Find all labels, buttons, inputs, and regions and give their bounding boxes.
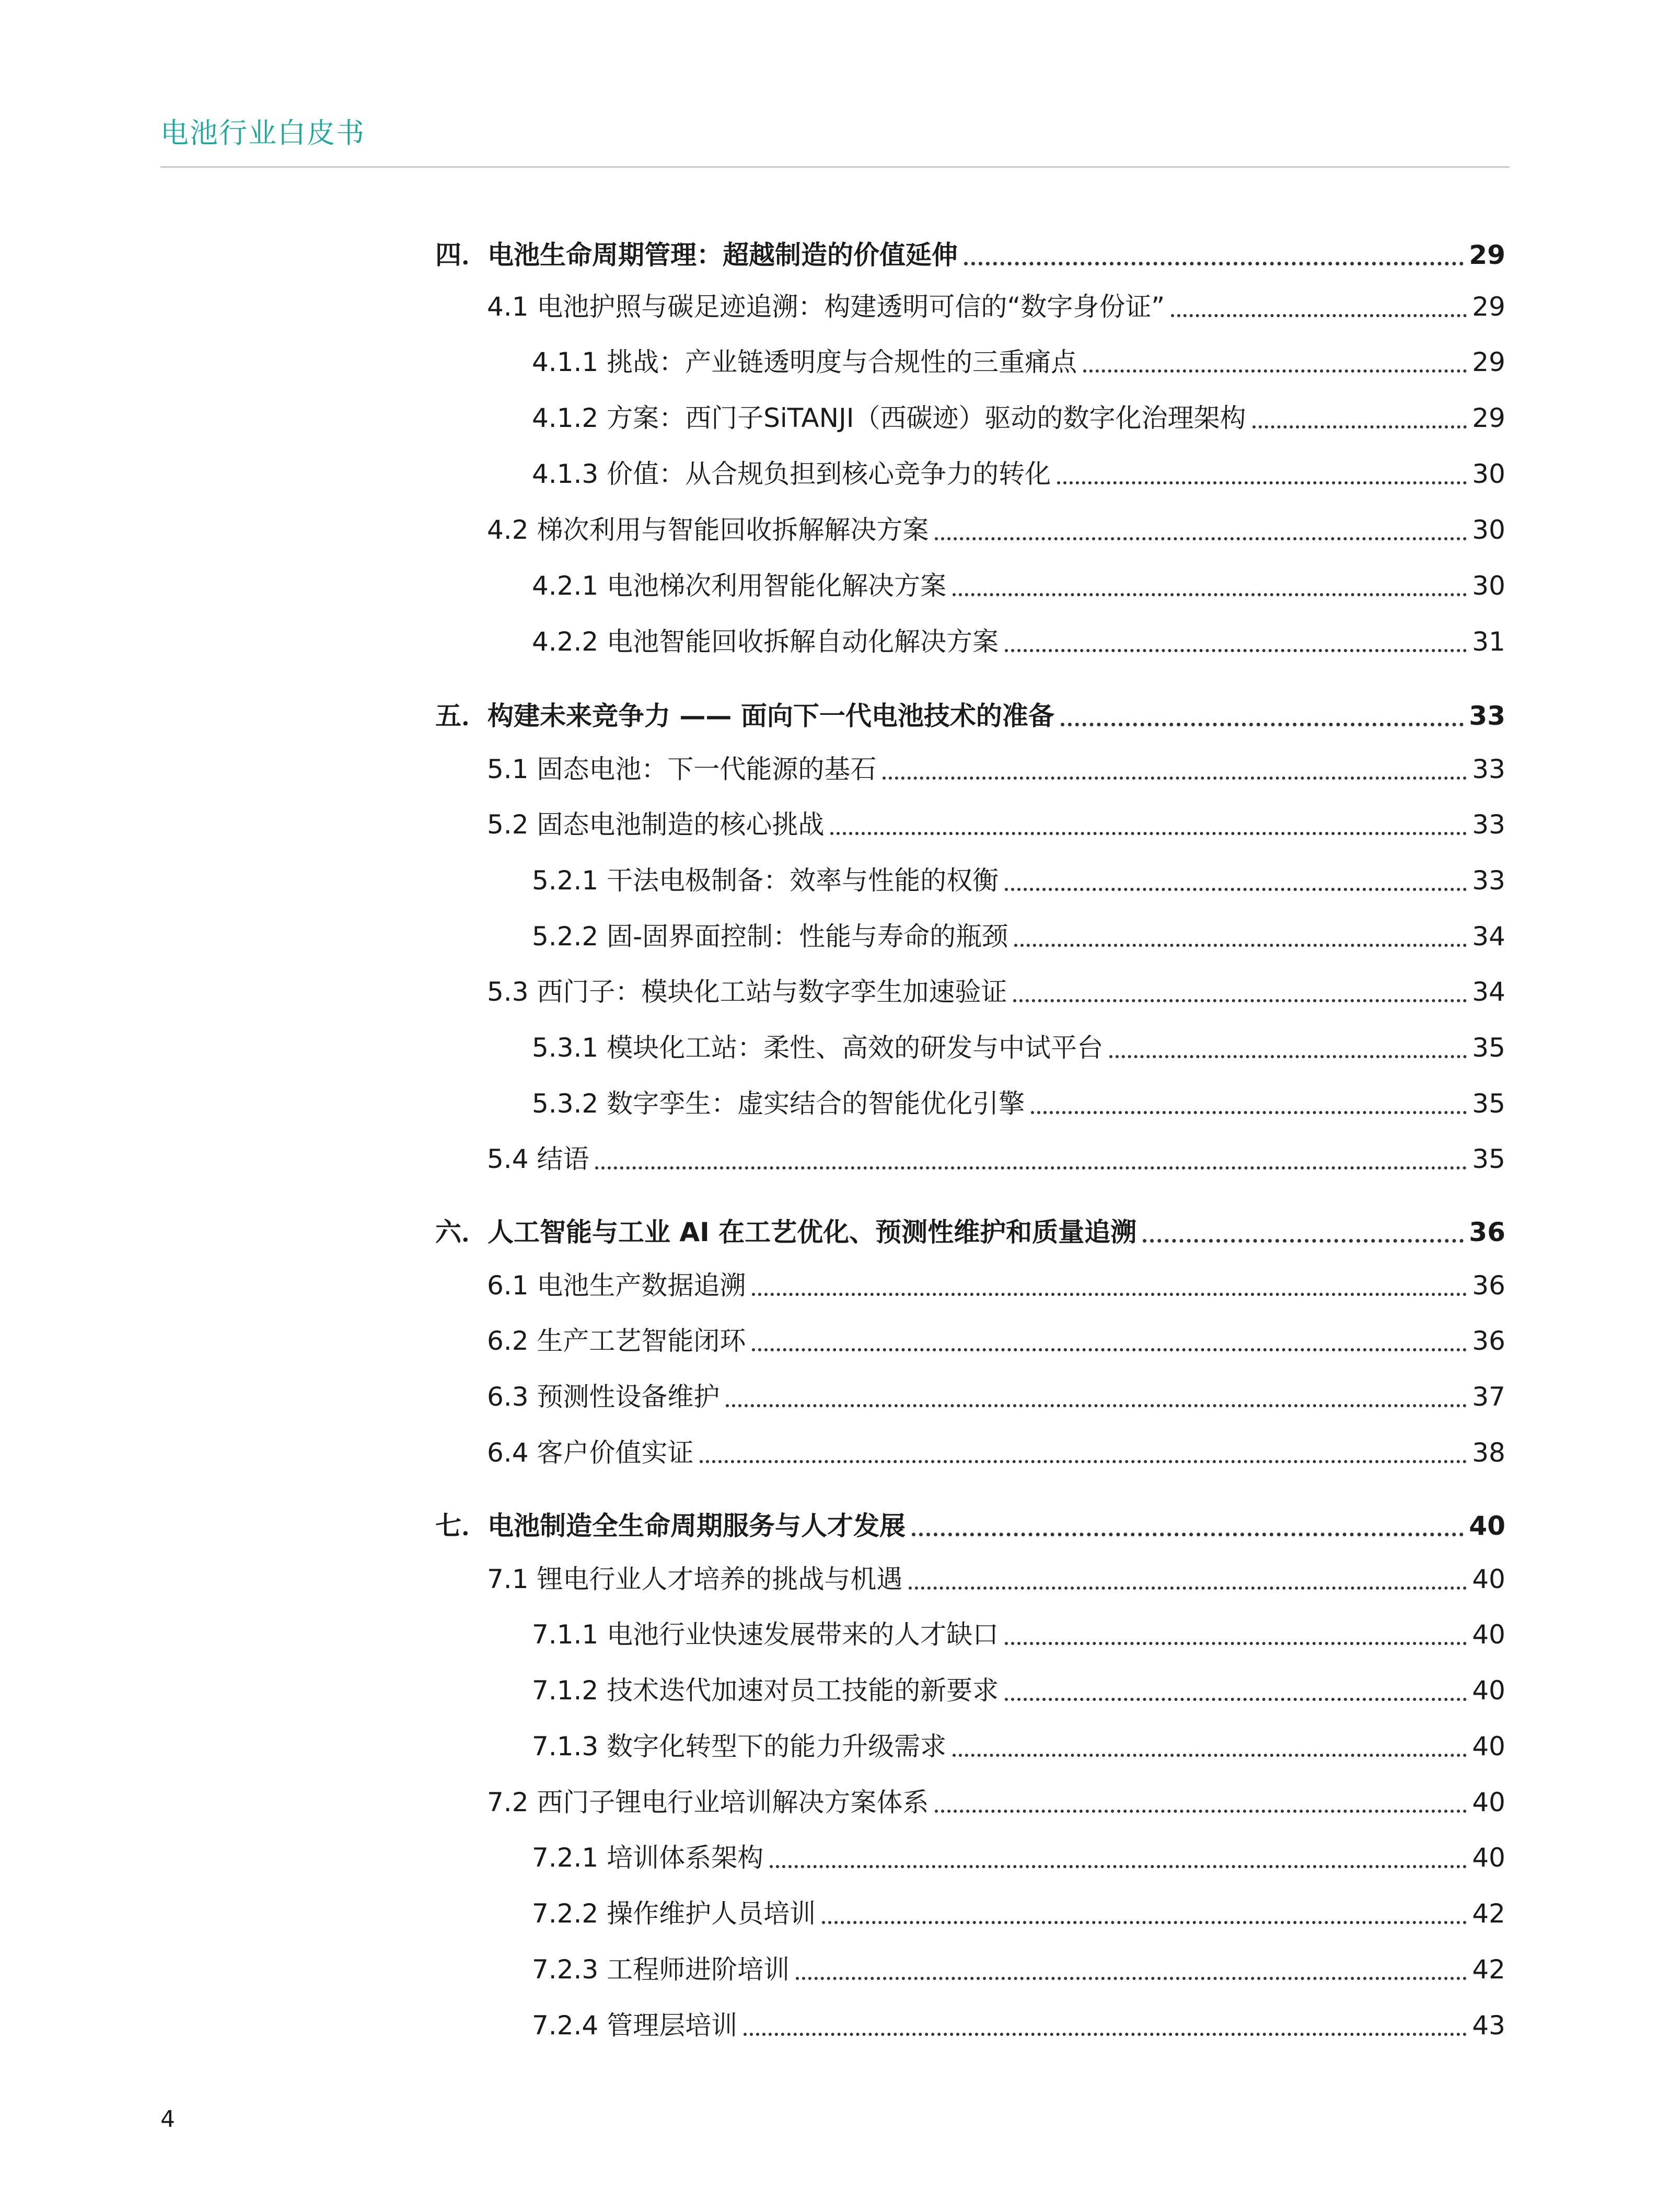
toc-entry-title: 7.2.4 管理层培训 <box>532 2010 738 2041</box>
toc-subsection-entry[interactable] <box>532 916 1505 957</box>
toc-subsection-entry[interactable] <box>532 397 1505 439</box>
toc-entry-title: 4.1.3 价值：从合规负担到核心竞争力的转化 <box>532 459 1051 489</box>
dot-leader <box>1171 314 1467 317</box>
dot-leader <box>1005 1642 1467 1645</box>
toc-entry-page: 35 <box>1472 1088 1505 1119</box>
toc-entry-page: 30 <box>1472 571 1505 601</box>
toc-section-entry[interactable] <box>487 1320 1505 1362</box>
dot-leader <box>1013 999 1467 1002</box>
dot-leader <box>822 1921 1467 1924</box>
toc-entry-page: 38 <box>1472 1438 1505 1468</box>
dot-leader <box>752 1293 1467 1296</box>
toc-entry-title: 5.2.2 固-固界面控制：性能与寿命的瓶颈 <box>532 921 1008 952</box>
toc-subsection-entry[interactable] <box>532 1670 1505 1711</box>
toc-entry-title: 7.1.3 数字化转型下的能力升级需求 <box>532 1731 947 1762</box>
toc-entry-page: 40 <box>1472 1564 1505 1594</box>
dot-leader <box>1143 1239 1464 1243</box>
toc-chapter-entry[interactable] <box>435 1211 1505 1253</box>
dot-leader <box>700 1460 1467 1463</box>
toc-entry-page: 30 <box>1472 515 1505 545</box>
toc-entry-page: 33 <box>1469 701 1505 731</box>
toc-entry-page: 40 <box>1472 1843 1505 1873</box>
toc-entry-title: 五．构建未来竞争力 —— 面向下一代电池技术的准备 <box>435 701 1054 731</box>
dot-leader <box>595 1166 1467 1169</box>
toc-subsection-entry[interactable] <box>532 1027 1505 1069</box>
toc-entry-title: 4.1 电池护照与碳足迹追溯：构建透明可信的“数字身份证” <box>487 292 1165 322</box>
toc-entry-page: 29 <box>1472 403 1505 433</box>
toc-entry-page: 29 <box>1472 292 1505 322</box>
toc-subsection-entry[interactable] <box>532 1725 1505 1767</box>
toc-subsection-entry[interactable] <box>532 1837 1505 1879</box>
toc-entry-page: 43 <box>1472 2010 1505 2041</box>
toc-subsection-entry[interactable] <box>532 1893 1505 1935</box>
toc-chapter-entry[interactable] <box>435 1505 1505 1547</box>
dot-leader <box>883 777 1467 780</box>
toc-subsection-entry[interactable] <box>532 621 1505 663</box>
dot-leader <box>935 1810 1467 1813</box>
toc-section-entry[interactable] <box>487 748 1505 790</box>
toc-entry-page: 29 <box>1469 240 1505 270</box>
dot-leader <box>1061 723 1464 726</box>
toc-entry-title: 5.4 结语 <box>487 1144 589 1174</box>
dot-leader <box>912 1533 1464 1536</box>
toc-entry-title: 6.4 客户价值实证 <box>487 1438 694 1468</box>
toc-subsection-entry[interactable] <box>532 1614 1505 1655</box>
toc-entry-title: 六．人工智能与工业 AI 在工艺优化、预测性维护和质量追溯 <box>435 1217 1137 1247</box>
toc-entry-page: 42 <box>1472 1954 1505 1985</box>
dot-leader <box>1005 649 1467 652</box>
toc-section-entry[interactable] <box>487 1265 1505 1306</box>
toc-entry-page: 40 <box>1472 1675 1505 1706</box>
toc-entry-page: 40 <box>1472 1619 1505 1650</box>
toc-entry-title: 5.3.1 模块化工站：柔性、高效的研发与中试平台 <box>532 1033 1104 1063</box>
toc-entry-title: 6.2 生产工艺智能闭环 <box>487 1326 746 1356</box>
toc-entry-title: 7.1 锂电行业人才培养的挑战与机遇 <box>487 1564 903 1594</box>
toc-entry-page: 36 <box>1472 1326 1505 1356</box>
toc-chapter-entry[interactable] <box>435 695 1505 737</box>
toc-entry-title: 7.1.1 电池行业快速发展带来的人才缺口 <box>532 1619 999 1650</box>
dot-leader <box>796 1977 1467 1980</box>
toc-entry-page: 34 <box>1472 921 1505 952</box>
dot-leader <box>964 262 1464 265</box>
dot-leader <box>1005 1698 1467 1701</box>
toc-section-entry[interactable] <box>487 1376 1505 1418</box>
toc-entry-page: 40 <box>1472 1731 1505 1762</box>
toc-subsection-entry[interactable] <box>532 1949 1505 1990</box>
toc-entry-title: 5.1 固态电池：下一代能源的基石 <box>487 754 877 784</box>
toc-entry-page: 33 <box>1472 754 1505 784</box>
toc-subsection-entry[interactable] <box>532 860 1505 901</box>
toc-entry-page: 36 <box>1472 1270 1505 1301</box>
toc-entry-title: 5.3 西门子：模块化工站与数字孪生加速验证 <box>487 977 1007 1007</box>
dot-leader <box>909 1586 1467 1590</box>
toc-entry-page: 30 <box>1472 459 1505 489</box>
toc-section-entry[interactable] <box>487 1558 1505 1600</box>
toc-entry-title: 7.2 西门子锂电行业培训解决方案体系 <box>487 1787 929 1817</box>
toc-entry-page: 29 <box>1472 347 1505 377</box>
toc-entry-title: 4.2 梯次利用与智能回收拆解解决方案 <box>487 515 929 545</box>
toc-entry-page: 42 <box>1472 1898 1505 1929</box>
toc-entry-title: 6.3 预测性设备维护 <box>487 1382 720 1412</box>
dot-leader <box>1057 481 1467 484</box>
toc-entry-page: 37 <box>1472 1382 1505 1412</box>
dot-leader <box>752 1348 1467 1351</box>
toc-section-entry[interactable] <box>487 1781 1505 1823</box>
toc-entry-title: 7.2.1 培训体系架构 <box>532 1843 764 1873</box>
toc-entry-title: 七．电池制造全生命周期服务与人才发展 <box>435 1511 906 1541</box>
toc-entry-title: 4.2.2 电池智能回收拆解自动化解决方案 <box>532 627 999 657</box>
toc-entry-title: 5.3.2 数字孪生：虚实结合的智能优化引擎 <box>532 1088 1025 1119</box>
toc-entry-page: 31 <box>1472 627 1505 657</box>
toc-entry-title: 7.1.2 技术迭代加速对员工技能的新要求 <box>532 1675 999 1706</box>
dot-leader <box>953 593 1467 596</box>
dot-leader <box>1031 1111 1467 1114</box>
toc-entry-title: 四．电池生命周期管理：超越制造的价值延伸 <box>435 240 958 270</box>
dot-leader <box>1109 1055 1467 1058</box>
toc-entry-title: 4.2.1 电池梯次利用智能化解决方案 <box>532 571 947 601</box>
toc-chapter-entry[interactable] <box>435 234 1505 276</box>
toc-entry-page: 36 <box>1469 1217 1505 1247</box>
toc-entry-title: 7.2.2 操作维护人员培训 <box>532 1898 816 1929</box>
toc-subsection-entry[interactable] <box>532 341 1505 383</box>
dot-leader <box>1252 425 1467 428</box>
toc-entry-page: 33 <box>1472 865 1505 896</box>
toc-entry-page: 34 <box>1472 977 1505 1007</box>
toc-entry-title: 5.2.1 干法电极制备：效率与性能的权衡 <box>532 865 999 896</box>
toc-entry-title: 6.1 电池生产数据追溯 <box>487 1270 746 1301</box>
dot-leader <box>744 2033 1467 2036</box>
document-title: 电池行业白皮书 <box>160 117 365 149</box>
dot-leader <box>770 1865 1467 1868</box>
toc-entry-title: 5.2 固态电池制造的核心挑战 <box>487 809 825 840</box>
toc-subsection-entry[interactable] <box>532 1083 1505 1125</box>
toc-entry-page: 40 <box>1469 1511 1505 1541</box>
dot-leader <box>830 832 1467 835</box>
toc-section-entry[interactable] <box>487 286 1505 328</box>
toc-subsection-entry[interactable] <box>532 453 1505 495</box>
toc-entry-page: 33 <box>1472 809 1505 840</box>
toc-entry-title: 7.2.3 工程师进阶培训 <box>532 1954 790 1985</box>
toc-section-entry[interactable] <box>487 1138 1505 1180</box>
dot-leader <box>1005 888 1467 891</box>
toc-entry-title: 4.1.2 方案：西门子SiTANJI（西碳迹）驱动的数字化治理架构 <box>532 403 1246 433</box>
toc-entry-page: 35 <box>1472 1033 1505 1063</box>
dot-leader <box>953 1754 1467 1757</box>
toc-entry-page: 35 <box>1472 1144 1505 1174</box>
toc-section-entry[interactable] <box>487 509 1505 551</box>
toc-subsection-entry[interactable] <box>532 565 1505 607</box>
toc-subsection-entry[interactable] <box>532 2005 1505 2046</box>
toc-section-entry[interactable] <box>487 971 1505 1013</box>
toc-entry-page: 40 <box>1472 1787 1505 1817</box>
dot-leader <box>726 1404 1467 1407</box>
toc-section-entry[interactable] <box>487 804 1505 846</box>
page-number: 4 <box>160 2106 175 2133</box>
toc-entry-title: 4.1.1 挑战：产业链透明度与合规性的三重痛点 <box>532 347 1077 377</box>
dot-leader <box>1014 944 1467 947</box>
dot-leader <box>1083 369 1467 373</box>
dot-leader <box>935 537 1467 540</box>
toc-section-entry[interactable] <box>487 1432 1505 1474</box>
